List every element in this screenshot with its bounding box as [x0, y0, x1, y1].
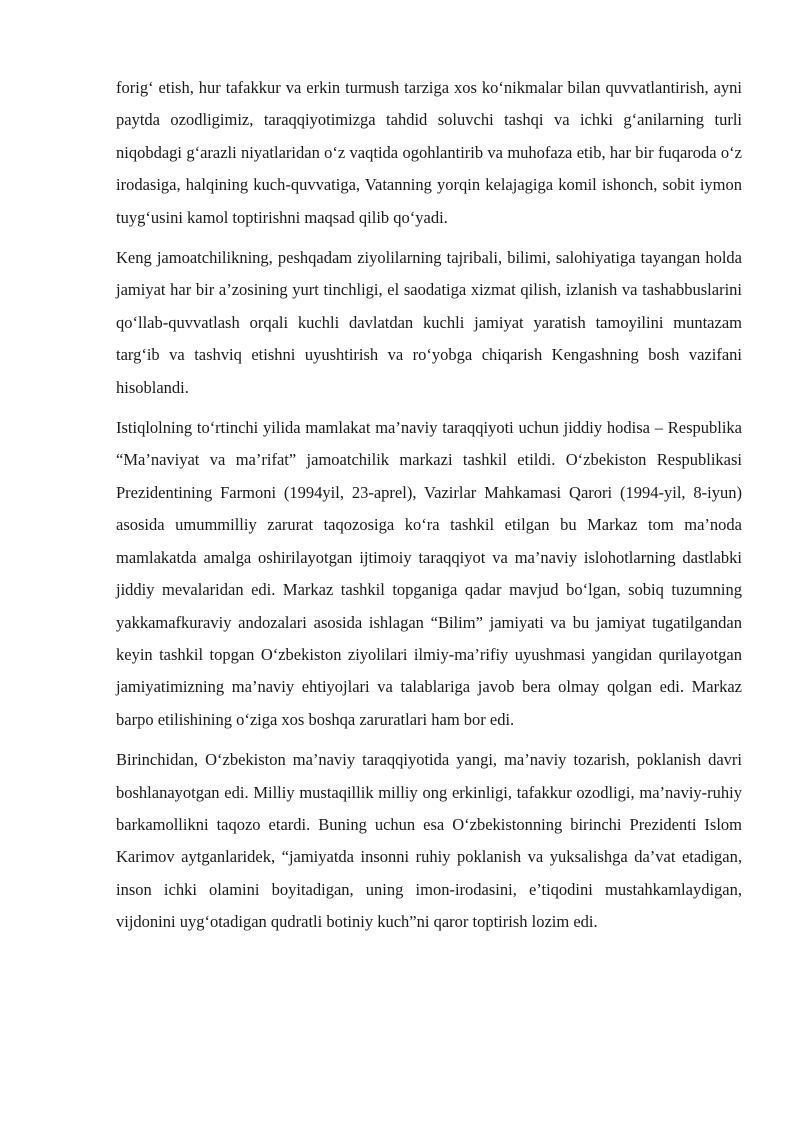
- paragraph-4: Birinchidan, O‘zbekiston ma’naviy taraqqiyotida yangi, ma’naviy tozarish, poklanish davri boshlanayotgan edi. Milliy mustaqillik milliy ong erkinligi, tafakkur ozodligi, ma’naviy-ruhiy barkamollikni taqozo etardi. Buning uchun esa O‘zbekistonning birinchi Prezidenti Islom Karimov aytganlaridek, “jamiyatda insonni ruhiy poklanish va yuksalishga da’vat etadigan, inson ichki olamini boyitadigan, uning imon-irodasini, e’tiqodini mustahkamlaydigan, vijdonini uyg‘otadigan qudratli botiniy kuch”ni qaror toptirish lozim edi.: [116, 750, 742, 932]
- paragraph-2: Keng jamoatchilikning, peshqadam ziyolilarning tajribali, bilimi, salohiyatiga tayangan holda jamiyat har bir a’zosining yurt tinchligi, el saodatiga xizmat qilish, izlanish va tashabbuslarini qo‘llab-quvvatlash orqali kuchli davlatdan kuchli jamiyat yaratish tamoyilini muntazam targ‘ib va tashviq etishni uyushtirish va ro‘yobga chiqarish Kengashning bosh vazifani hisoblandi.: [116, 248, 742, 397]
- document-page: [116, 72, 742, 947]
- paragraph-3: Istiqlolning to‘rtinchi yilida mamlakat ma’naviy taraqqiyoti uchun jiddiy hodisa – Respublika “Ma’naviyat va ma’rifat” jamoatchilik markazi tashkil etildi. O‘zbekiston Respublikasi Prezidentining Farmoni (1994yil, 23-aprel), Vazirlar Mahkamasi Qarori (1994-yil, 8-iyun) asosida umummilliy zarurat taqozosiga ko‘ra tashkil etilgan bu Markaz tom ma’noda mamlakatda amalga oshirilayotgan ijtimoiy taraqqiyot va ma’naviy islohotlarning dastlabki jiddiy mevalaridan edi. Markaz tashkil topganiga qadar mavjud bo‘lgan, sobiq tuzumning yakkamafkuraviy andozalari asosida ishlagan “Bilim” jamiyati va bu jamiyat tugatilgandan keyin tashkil topgan O‘zbekiston ziyolilari ilmiy-ma’rifiy uyushmasi yangidan qurilayotgan jamiyatimizning ma’naviy ehtiyojlari va talablariga javob bera olmay qolgan edi. Markaz barpo etilishining o‘ziga xos boshqa zaruratlari ham bor edi.: [116, 418, 742, 729]
- paragraph-1: forig‘ etish, hur tafakkur va erkin turmush tarziga xos ko‘nikmalar bilan quvvatlantirish, ayni paytda ozodligimiz, taraqqiyotimizga tahdid soluvchi tashqi va ichki g‘anilarning turli niqobdagi g‘arazli niyatlaridan o‘z vaqtida ogohlantirib va muhofaza etib, har bir fuqaroda o‘z irodasiga, halqining kuch-quvvatiga, Vatanning yorqin kelajagiga komil ishonch, sobit iymon tuyg‘usini kamol toptirishni maqsad qilib qo‘yadi.: [116, 78, 742, 227]
